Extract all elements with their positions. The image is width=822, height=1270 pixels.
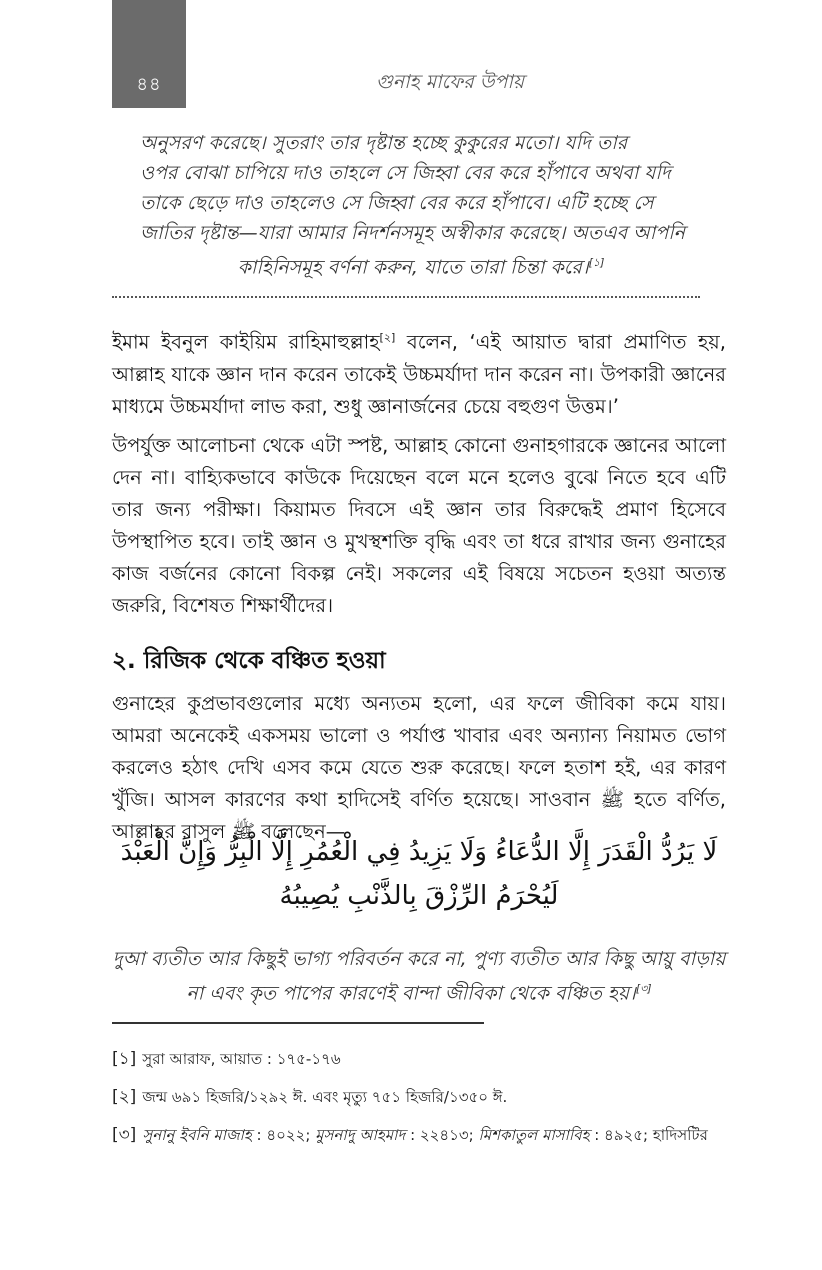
footnote-mark: [২] <box>112 1087 137 1107</box>
quote-line: অনুসরণ করেছে। সুতরাং তার দৃষ্টান্ত হচ্ছে কুকুরের মতো। যদি তার <box>140 132 628 154</box>
quote-line-text: কাহিনিসমূহ বর্ণনা করুন, যাতে তারা চিন্তা করে। <box>237 256 589 279</box>
quote-line: ওপর বোঝা চাপিয়ে দাও তাহলে সে জিহ্বা বের করে হাঁপাবে অথবা যদি <box>140 162 671 184</box>
source-ref: : ৪০২২; <box>251 1126 316 1144</box>
paragraph-conclusion: উপর্যুক্ত আলোচনা থেকে এটা স্পষ্ট, আল্লাহ কোনো গুনাহগারকে জ্ঞানের আলো দেন না। বাহ্যিকভাবে কাউকে দিয়েছেন বলে মনে হলেও বুঝে নিতে হবে এটি তার জন্য পরীক্ষা। কিয়ামত দিবসে এই জ্ঞান তার বিরুদ্ধেই প্রমাণ হিসেবে উপস্থাপিত হবে। তাই জ্ঞান ও মুখস্থশক্তি বৃদ্ধি এবং তা ধরে রাখার জন্য গুনাহের কাজ বর্জনের কোনো বিকল্প নেই। সকলের এই বিষয়ে সচেতন হওয়া অত্যন্ত জরুরি, বিশেষত শিক্ষার্থীদের। <box>112 434 726 617</box>
paragraph-text: ইমাম ইবনুল কাইয়িম রাহিমাহুল্লাহ <box>112 330 380 354</box>
footnote-ref: [৩] <box>635 982 652 995</box>
quote-line: জাতির দৃষ্টান্ত—যারা আমার নিদর্শনসমূহ অস্বীকার করেছে। অতএব আপনি <box>140 222 686 244</box>
paragraph-rizq: গুনাহের কুপ্রভাবগুলোর মধ্যে অন্যতম হলো, এর ফলে জীবিকা কমে যায়। আমরা অনেকেই একসময় ভালো ও পর্যাপ্ত খাবার এবং অন্যান্য নিয়ামত ভোগ করলেও হঠাৎ দেখি এসব কমে যেতে শুরু করেছে। ফলে হতাশ হই, এর কারণ খুঁজি। আসল কারণের কথা হাদিসেই বর্ণিত হয়েছে। সাওবান ﷺ হতে বর্ণিত, আল্লাহর রাসুল ﷺ বলেছেন— <box>112 692 726 843</box>
running-title: গুনাহ মাফের উপায় <box>375 71 525 93</box>
hadith-arabic: لَا يَرُدُّ الْقَدَرَ إِلَّا الدُّعَاءُ وَلَا يَزِيدُ فِي الْعُمُرِ إِلَّا الْبِرُّ وَإِنَّ الْعَبْدَ لَيُحْرَمُ الرِّزْقَ بِالذَّنْبِ يُصِيبُهُ <box>120 837 718 911</box>
paragraph-ibnul-qayyim <box>112 322 726 423</box>
quote-last-line <box>140 248 702 282</box>
source-title: মুসনাদু আহমাদ <box>315 1126 406 1144</box>
translation-text: দুআ ব্যতীত আর কিছুই ভাগ্য পরিবর্তন করে না, পুণ্য ব্যতীত আর কিছু আয়ু বাড়ায় না এবং কৃত পাপের কারণেই বান্দা জীবিকা থেকে বঞ্চিত হয়। <box>112 948 726 1005</box>
dotted-divider <box>112 296 700 298</box>
source-title: সুনানু ইবনি মাজাহ <box>142 1126 252 1144</box>
quote-line: তাকে ছেড়ে দাও তাহলেও সে জিহ্বা বের করে হাঁপাবে। এটি হচ্ছে সে <box>140 192 654 214</box>
footnote-divider <box>112 1022 484 1024</box>
source-title: মিশকাতুল মাসাবিহ <box>478 1126 590 1144</box>
footnote-mark: [১] <box>112 1049 137 1069</box>
source-ref: : ২২৪১৩; <box>405 1126 479 1144</box>
hadith-translation <box>112 944 726 1008</box>
footnote-1 <box>112 1046 732 1074</box>
footnote-text: সুরা আরাফ, আয়াত : ১৭৫-১৭৬ <box>142 1050 341 1068</box>
page-number-tab <box>112 0 186 108</box>
page-number: ৪৪ <box>136 74 162 95</box>
footnote-ref: [১] <box>588 256 605 269</box>
footnote-2 <box>112 1084 732 1112</box>
footnote-ref: [২] <box>379 331 396 344</box>
source-ref: : ৪৯২৫; হাদিসটির <box>589 1126 708 1144</box>
quote-block <box>140 128 702 282</box>
footnote-3 <box>112 1122 732 1150</box>
section-heading: ২. রিজিক থেকে বঞ্চিত হওয়া <box>112 648 386 674</box>
paragraph-text: বলেন, ‘এই আয়াত দ্বারা প্রমাণিত হয়, আল্লাহ যাকে জ্ঞান দান করেন তাকেই উচ্চমর্যাদা দান করেন না। উপকারী জ্ঞানের মাধ্যমে উচ্চমর্যাদা লাভ করা, শুধু জ্ঞানার্জনের চেয়ে বহুগুণ উত্তম।’ <box>112 330 726 418</box>
footnote-text: জন্ম ৬৯১ হিজরি/১২৯২ ঈ. এবং মৃত্যু ৭৫১ হিজরি/১৩৫০ ঈ. <box>142 1088 508 1106</box>
footnote-mark: [৩] <box>112 1125 137 1145</box>
